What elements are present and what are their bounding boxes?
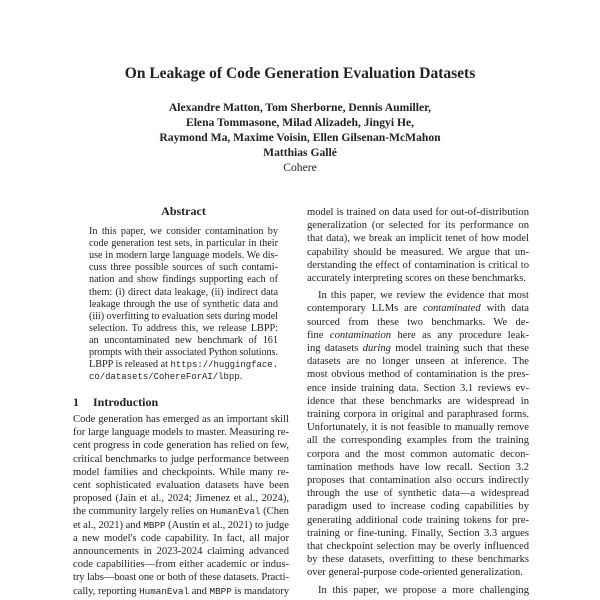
text-segment: . (239, 371, 243, 383)
text-line (73, 505, 289, 518)
text-line (307, 448, 529, 461)
text-segment: is mandatory (231, 585, 289, 597)
text-segment: sourced from these two benchmarks. We de- (307, 316, 529, 328)
text-segment: In this paper, we consider contamination by (89, 226, 278, 237)
text-line (307, 421, 529, 434)
text-segment: here as any procedure leak- (391, 329, 529, 341)
text-segment: leakage through the use of synthetic data and (89, 298, 278, 310)
text-line-content (307, 434, 529, 447)
text-segment: model training such that these (390, 343, 529, 354)
text-line-content (307, 408, 529, 421)
text-line-content (89, 311, 278, 323)
text-line (307, 500, 529, 513)
text-line-content (307, 342, 529, 355)
text-segment: contemporary LLMs are (307, 303, 423, 315)
text-line (73, 519, 289, 532)
text-line-content (307, 382, 529, 395)
text-segment: (iii) overfitting to evaluation sets during model (89, 310, 278, 322)
text-segment: accurately interpreting scores on these benchmarks. (307, 273, 526, 284)
text-segment: try labs—boast one or both of these datasets. Practi- (73, 572, 289, 584)
text-segment: model families and checkpoints. While many re- (73, 466, 289, 478)
text-line-content (89, 250, 278, 262)
text-line-content (89, 335, 278, 347)
section-heading (73, 395, 158, 409)
text-line (307, 395, 529, 408)
text-segment: most obvious method of contamination is the pres- (307, 369, 529, 381)
affiliation: Cohere (283, 161, 317, 174)
text-line (307, 302, 529, 315)
text-segment: training corpora in original and paraphrased forms. (307, 409, 529, 420)
text-line (307, 219, 529, 232)
text-line (307, 514, 529, 527)
text-segment: datasets are no longer unseen at inference. The (307, 356, 529, 368)
text-segment: use in modern large language models. We dis- (89, 250, 278, 262)
text-line-content (89, 287, 278, 299)
author-line: Raymond Ma, Maxime Voisin, Ellen Gilsenan-McMahon (159, 131, 441, 144)
text-line (89, 238, 278, 250)
text-line (89, 347, 278, 359)
paper-title: On Leakage of Code Generation Evaluation Datasets (124, 65, 476, 82)
text-line (89, 262, 278, 274)
text-line-content (307, 219, 529, 232)
text-segment: announcements in 2023-2024 claiming advanced (73, 546, 289, 557)
text-line (73, 532, 289, 545)
text-segment: that checkpoint selection may be overly influenced (307, 541, 529, 552)
text-line-content (307, 527, 529, 540)
text-segment: generalization (or selected for its performance on (307, 220, 529, 232)
section-number: 1 (73, 395, 79, 409)
text-line (89, 274, 278, 286)
text-line (89, 226, 278, 238)
text-line-content (73, 453, 289, 466)
text-line (307, 434, 529, 447)
text-line-content (307, 329, 529, 342)
text-line (307, 368, 529, 381)
text-segment: all the corresponding examples from the training (307, 435, 529, 447)
text-line (89, 323, 278, 335)
emphasis-text: contamination (329, 329, 392, 341)
text-line (73, 479, 289, 492)
text-line-content (307, 368, 529, 381)
text-line-content (73, 545, 289, 558)
text-line-content (307, 272, 526, 285)
text-line-content (307, 500, 529, 513)
text-segment: and (189, 585, 210, 597)
code-text: HumanEval (139, 585, 190, 597)
text-line (89, 311, 278, 323)
code-text: MBPP (143, 519, 166, 531)
text-segment: In this paper, we propose a more challenging (318, 584, 529, 596)
text-line (307, 316, 529, 329)
text-line (73, 571, 289, 584)
text-segment: by these datasets, overfitting to these benchmarks (307, 554, 529, 566)
text-line-content (89, 238, 278, 250)
text-segment: (Austin et al., 2021) to judge (165, 519, 289, 531)
text-line-content (89, 359, 278, 371)
text-segment: the community largely relies on (73, 506, 211, 518)
text-line-content (89, 274, 278, 286)
text-line (89, 359, 278, 371)
text-segment: them: (i) direct data leakage, (ii) indirect data (89, 286, 278, 298)
text-segment: In this paper, we review the evidence that most (318, 290, 529, 302)
text-line-content (73, 413, 289, 426)
author-line: Matthias Gallé (263, 146, 337, 159)
text-segment: (Chen (260, 506, 289, 518)
text-segment: code capabilities—from either academic or indus- (73, 559, 289, 571)
text-line-content (307, 355, 529, 368)
text-line (307, 329, 529, 342)
text-segment: that data), we break an implicit tenet of how model (307, 233, 529, 245)
text-line (89, 287, 278, 299)
text-segment: nation and show findings supporting each of (89, 274, 278, 286)
text-segment: model is trained on data used for out-of-distribution (307, 207, 529, 218)
text-line-content (307, 232, 529, 245)
text-line-content (73, 439, 289, 452)
text-line (307, 259, 529, 272)
text-line-content (89, 262, 278, 274)
text-line-content (89, 299, 278, 311)
text-segment: selection. To address this, we release LBPP: (89, 322, 278, 334)
text-line (73, 492, 289, 505)
text-line-content (73, 505, 289, 518)
text-line (73, 439, 289, 452)
text-segment: fine (307, 329, 330, 341)
text-line-content (307, 474, 529, 487)
text-line-content (307, 514, 529, 527)
text-segment: an uncontaminated new benchmark of 161 (89, 334, 278, 346)
text-line (307, 474, 529, 487)
text-segment: corpora and the most common automatic decon- (307, 448, 529, 460)
text-segment: for large language models to master. Measuring re- (73, 427, 289, 439)
section-title: Introduction (93, 395, 159, 409)
text-line (89, 371, 278, 383)
text-line-content (73, 426, 289, 439)
text-line (318, 584, 529, 597)
text-line (73, 545, 289, 558)
text-line (73, 585, 289, 598)
text-line (307, 382, 529, 395)
text-segment: idence that these benchmarks are widespread in (307, 395, 529, 407)
text-line (89, 299, 278, 311)
text-line-content (307, 421, 529, 434)
emphasis-text: contaminated (423, 303, 481, 315)
text-line (307, 246, 529, 259)
text-segment: through the use of synthetic data—a widespread (307, 488, 529, 500)
abstract-heading: Abstract (161, 204, 206, 218)
text-line-content (73, 466, 289, 479)
text-line (307, 487, 529, 500)
text-segment: cally, reporting (73, 585, 140, 597)
text-line (307, 461, 529, 474)
text-line (307, 206, 529, 219)
text-line (73, 466, 289, 479)
text-line-content (318, 584, 529, 597)
text-segment: over general-purpose code-oriented generalization. (307, 567, 523, 579)
text-line (89, 250, 278, 262)
text-segment: et al., 2021) and (73, 519, 144, 531)
text-segment: critical benchmarks to judge performance between (73, 453, 289, 465)
text-line (73, 453, 289, 466)
text-line (307, 566, 529, 579)
text-line (307, 342, 529, 355)
text-line-content (89, 323, 278, 335)
text-line-content (73, 492, 289, 505)
text-line-content (307, 316, 529, 329)
text-line (318, 289, 529, 302)
text-segment: generating additional code training tokens for pre- (307, 514, 529, 526)
text-segment: cent progress in code generation has relied on few, (73, 440, 289, 452)
text-line (307, 272, 529, 285)
text-line (73, 426, 289, 439)
text-line-content (307, 553, 529, 566)
text-line-content (307, 540, 529, 553)
emphasis-text: during (362, 343, 391, 354)
text-line-content (73, 585, 289, 598)
text-segment: LBPP is released at (89, 359, 171, 371)
text-line-content (73, 532, 289, 545)
text-segment: ence inside training data. Section 3.1 reviews ev- (307, 382, 529, 394)
text-segment: code generation test sets, in particular in their (89, 238, 278, 250)
text-line-content (73, 519, 289, 532)
text-line (73, 558, 289, 571)
text-line-content (73, 479, 289, 492)
text-segment: derstanding the effect of contamination is critical to (307, 259, 529, 271)
text-segment: proposes that contamination also occurs indirectly (307, 475, 529, 486)
author-line: Elena Tommasone, Milad Alizadeh, Jingyi He, (185, 116, 415, 129)
text-line-content (89, 371, 242, 383)
author-line: Alexandre Matton, Tom Sherborne, Dennis Aumiller, (168, 101, 432, 114)
text-segment: ing datasets (307, 343, 363, 354)
text-line-content (307, 461, 529, 474)
text-segment: Unfortunately, it is not feasible to manually remove (307, 422, 529, 434)
text-line-content (307, 246, 529, 259)
text-segment: proposed (Jain et al., 2024; Jimenez et al., 2024), (73, 493, 289, 505)
text-segment: paradigm used to increase coding capabilities by (307, 501, 529, 513)
text-segment: tamination methods have low recall. Section 3.2 (307, 461, 529, 473)
text-segment: with data (480, 303, 529, 315)
text-line (89, 335, 278, 347)
code-text: HumanEval (210, 506, 261, 518)
text-segment: cuss three possible sources of such contami- (89, 262, 278, 274)
text-segment: prompts with their associated Python solutions. (89, 347, 278, 358)
text-line (307, 540, 529, 553)
text-line-content (307, 448, 529, 461)
text-segment: Code generation has emerged as an important skill (73, 414, 289, 425)
code-text: co/datasets/CohereForAI/lbpp (89, 372, 240, 383)
code-text: https://huggingface. (170, 360, 278, 371)
text-line-content (89, 226, 278, 238)
text-line (73, 413, 289, 426)
text-line-content (307, 487, 529, 500)
code-text: MBPP (209, 585, 232, 597)
text-line-content (307, 259, 529, 272)
text-line (307, 355, 529, 368)
text-segment: training or fine-tuning. Finally, Section 3.3 argues (307, 527, 529, 539)
text-line-content (307, 566, 523, 579)
text-line-content (307, 302, 529, 315)
text-line-content (318, 289, 529, 302)
text-line (307, 408, 529, 421)
text-line-content (89, 347, 278, 359)
text-segment: capability should be measured. We argue that un- (307, 246, 529, 258)
text-line (307, 527, 529, 540)
text-line-content (307, 206, 529, 219)
text-segment: a new model's code capability. In fact, all major (73, 532, 289, 544)
text-line (307, 553, 529, 566)
text-line (307, 232, 529, 245)
text-segment: cent sophisticated evaluation datasets have been (73, 480, 289, 491)
text-line-content (73, 571, 289, 584)
text-line-content (307, 395, 529, 408)
text-line-content (73, 558, 289, 571)
